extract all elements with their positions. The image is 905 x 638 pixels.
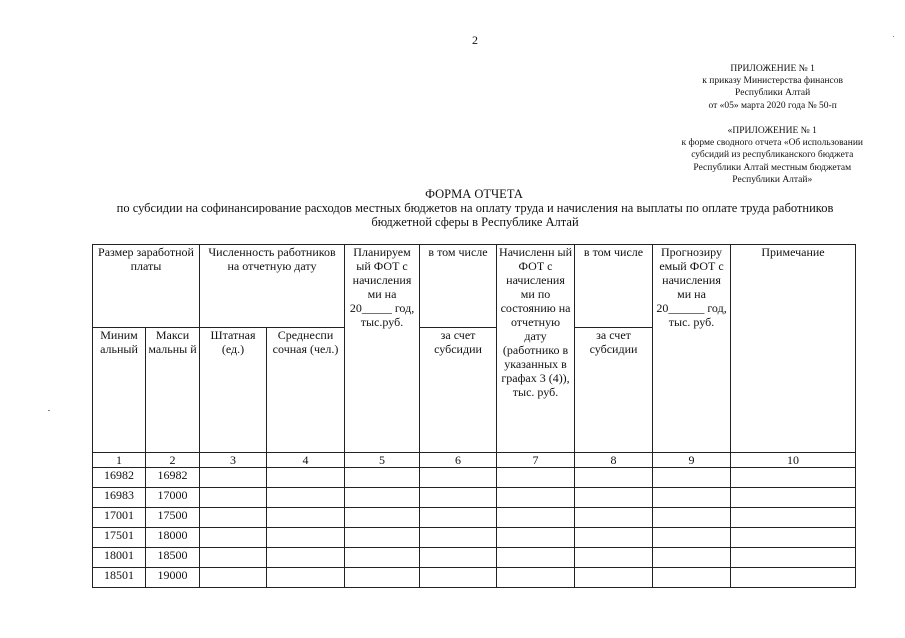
form-subtitle: по субсидии на софинансирование расходов местных бюджетов на оплату труда и начисления на выплаты по оплате труда работников бюджетной сферы в Республике Алтай	[116, 201, 834, 229]
empty-cell	[653, 488, 731, 508]
salary-max-cell: 18500	[146, 548, 200, 568]
column-number: 9	[653, 453, 731, 468]
header-accrued-payroll: Начисленн ый ФОТ с начисления ми по состоянию на отчетную дату (работнико в указанных в графах 3 (4)), тыс. руб.	[497, 245, 575, 453]
empty-cell	[200, 568, 267, 588]
empty-cell	[497, 548, 575, 568]
table-row	[93, 548, 856, 568]
empty-cell	[200, 508, 267, 528]
salary-max-cell: 17000	[146, 488, 200, 508]
column-number: 4	[267, 453, 345, 468]
empty-cell	[497, 508, 575, 528]
header-subsidy-2: за счет субсидии	[575, 328, 653, 453]
header-planned-payroll: Планируем ый ФОТ с начисления ми на 20_____ год, тыс.руб.	[345, 245, 420, 453]
empty-cell	[267, 508, 345, 528]
empty-cell	[345, 528, 420, 548]
appendix-line: к форме сводного отчета «Об использовании	[681, 138, 863, 149]
header-forecast-payroll: Прогнозиру емый ФОТ с начисления ми на 20______ год, тыс. руб.	[653, 245, 731, 453]
table-row	[93, 468, 856, 488]
column-number: 5	[345, 453, 420, 468]
column-number: 2	[146, 453, 200, 468]
empty-cell	[345, 548, 420, 568]
column-number: 6	[420, 453, 497, 468]
empty-cell	[731, 508, 856, 528]
empty-cell	[420, 508, 497, 528]
appendix-line: к приказу Министерства финансов	[702, 76, 843, 87]
empty-cell	[497, 528, 575, 548]
appendix-line: ПРИЛОЖЕНИЕ № 1	[730, 64, 815, 74]
header-salary-size: Размер заработной платы	[93, 245, 200, 328]
header-including-2: в том числе	[575, 245, 653, 328]
empty-cell	[200, 488, 267, 508]
header-max: Макси мальны й	[146, 328, 200, 453]
column-number: 10	[731, 453, 856, 468]
header-headcount: Численность работников на отчетную дату	[200, 245, 345, 328]
column-number: 7	[497, 453, 575, 468]
empty-cell	[653, 548, 731, 568]
header-subsidy-1: за счет субсидии	[420, 328, 497, 453]
empty-cell	[267, 568, 345, 588]
table-row	[93, 568, 856, 588]
header-including-1: в том числе	[420, 245, 497, 328]
empty-cell	[575, 468, 653, 488]
report-table	[92, 244, 856, 588]
empty-cell	[200, 528, 267, 548]
table-row	[93, 508, 856, 528]
appendix-line: субсидий из республиканского бюджета	[691, 150, 854, 161]
salary-min-cell: 16983	[93, 488, 146, 508]
empty-cell	[575, 508, 653, 528]
appendix-form-header	[682, 125, 863, 186]
empty-cell	[267, 468, 345, 488]
empty-cell	[731, 528, 856, 548]
salary-min-cell: 17001	[93, 508, 146, 528]
column-number: 1	[93, 453, 146, 468]
empty-cell	[497, 488, 575, 508]
empty-cell	[267, 528, 345, 548]
appendix-line: Республики Алтай»	[732, 174, 813, 185]
table-row	[93, 528, 856, 548]
header-note: Примечание	[731, 245, 856, 453]
empty-cell	[267, 488, 345, 508]
scan-speck	[893, 36, 894, 37]
empty-cell	[345, 508, 420, 528]
empty-cell	[731, 568, 856, 588]
empty-cell	[653, 508, 731, 528]
salary-max-cell: 18000	[146, 528, 200, 548]
form-title: ФОРМА ОТЧЕТА	[425, 187, 523, 201]
empty-cell	[653, 528, 731, 548]
empty-cell	[653, 568, 731, 588]
empty-cell	[575, 488, 653, 508]
empty-cell	[420, 488, 497, 508]
empty-cell	[420, 468, 497, 488]
empty-cell	[731, 548, 856, 568]
empty-cell	[731, 488, 856, 508]
salary-max-cell: 16982	[146, 468, 200, 488]
appendix-line: Республики Алтай местным бюджетам	[693, 162, 852, 173]
appendix-line: Республики Алтай	[735, 88, 811, 99]
empty-cell	[267, 548, 345, 568]
empty-cell	[653, 468, 731, 488]
header-avg-headcount: Среднеспи сочная (чел.)	[267, 328, 345, 453]
salary-max-cell: 19000	[146, 568, 200, 588]
page-number: 2	[472, 33, 478, 47]
empty-cell	[497, 568, 575, 588]
appendix-line: от «05» марта 2020 года № 50-п	[708, 100, 837, 111]
salary-min-cell: 18501	[93, 568, 146, 588]
empty-cell	[345, 568, 420, 588]
table-row	[93, 488, 856, 508]
empty-cell	[345, 488, 420, 508]
empty-cell	[575, 548, 653, 568]
salary-max-cell: 17500	[146, 508, 200, 528]
column-number: 3	[200, 453, 267, 468]
header-staff-units: Штатная (ед.)	[200, 328, 267, 453]
appendix-order-header	[702, 63, 843, 112]
empty-cell	[345, 468, 420, 488]
salary-min-cell: 17501	[93, 528, 146, 548]
empty-cell	[731, 468, 856, 488]
empty-cell	[575, 568, 653, 588]
salary-min-cell: 18001	[93, 548, 146, 568]
column-number: 8	[575, 453, 653, 468]
empty-cell	[420, 548, 497, 568]
empty-cell	[497, 468, 575, 488]
empty-cell	[575, 528, 653, 548]
scan-speck	[48, 410, 50, 411]
empty-cell	[200, 548, 267, 568]
empty-cell	[420, 568, 497, 588]
empty-cell	[420, 528, 497, 548]
appendix-line: «ПРИЛОЖЕНИЕ № 1	[727, 126, 817, 136]
salary-min-cell: 16982	[93, 468, 146, 488]
empty-cell	[200, 468, 267, 488]
header-min: Миним альный	[93, 328, 146, 453]
